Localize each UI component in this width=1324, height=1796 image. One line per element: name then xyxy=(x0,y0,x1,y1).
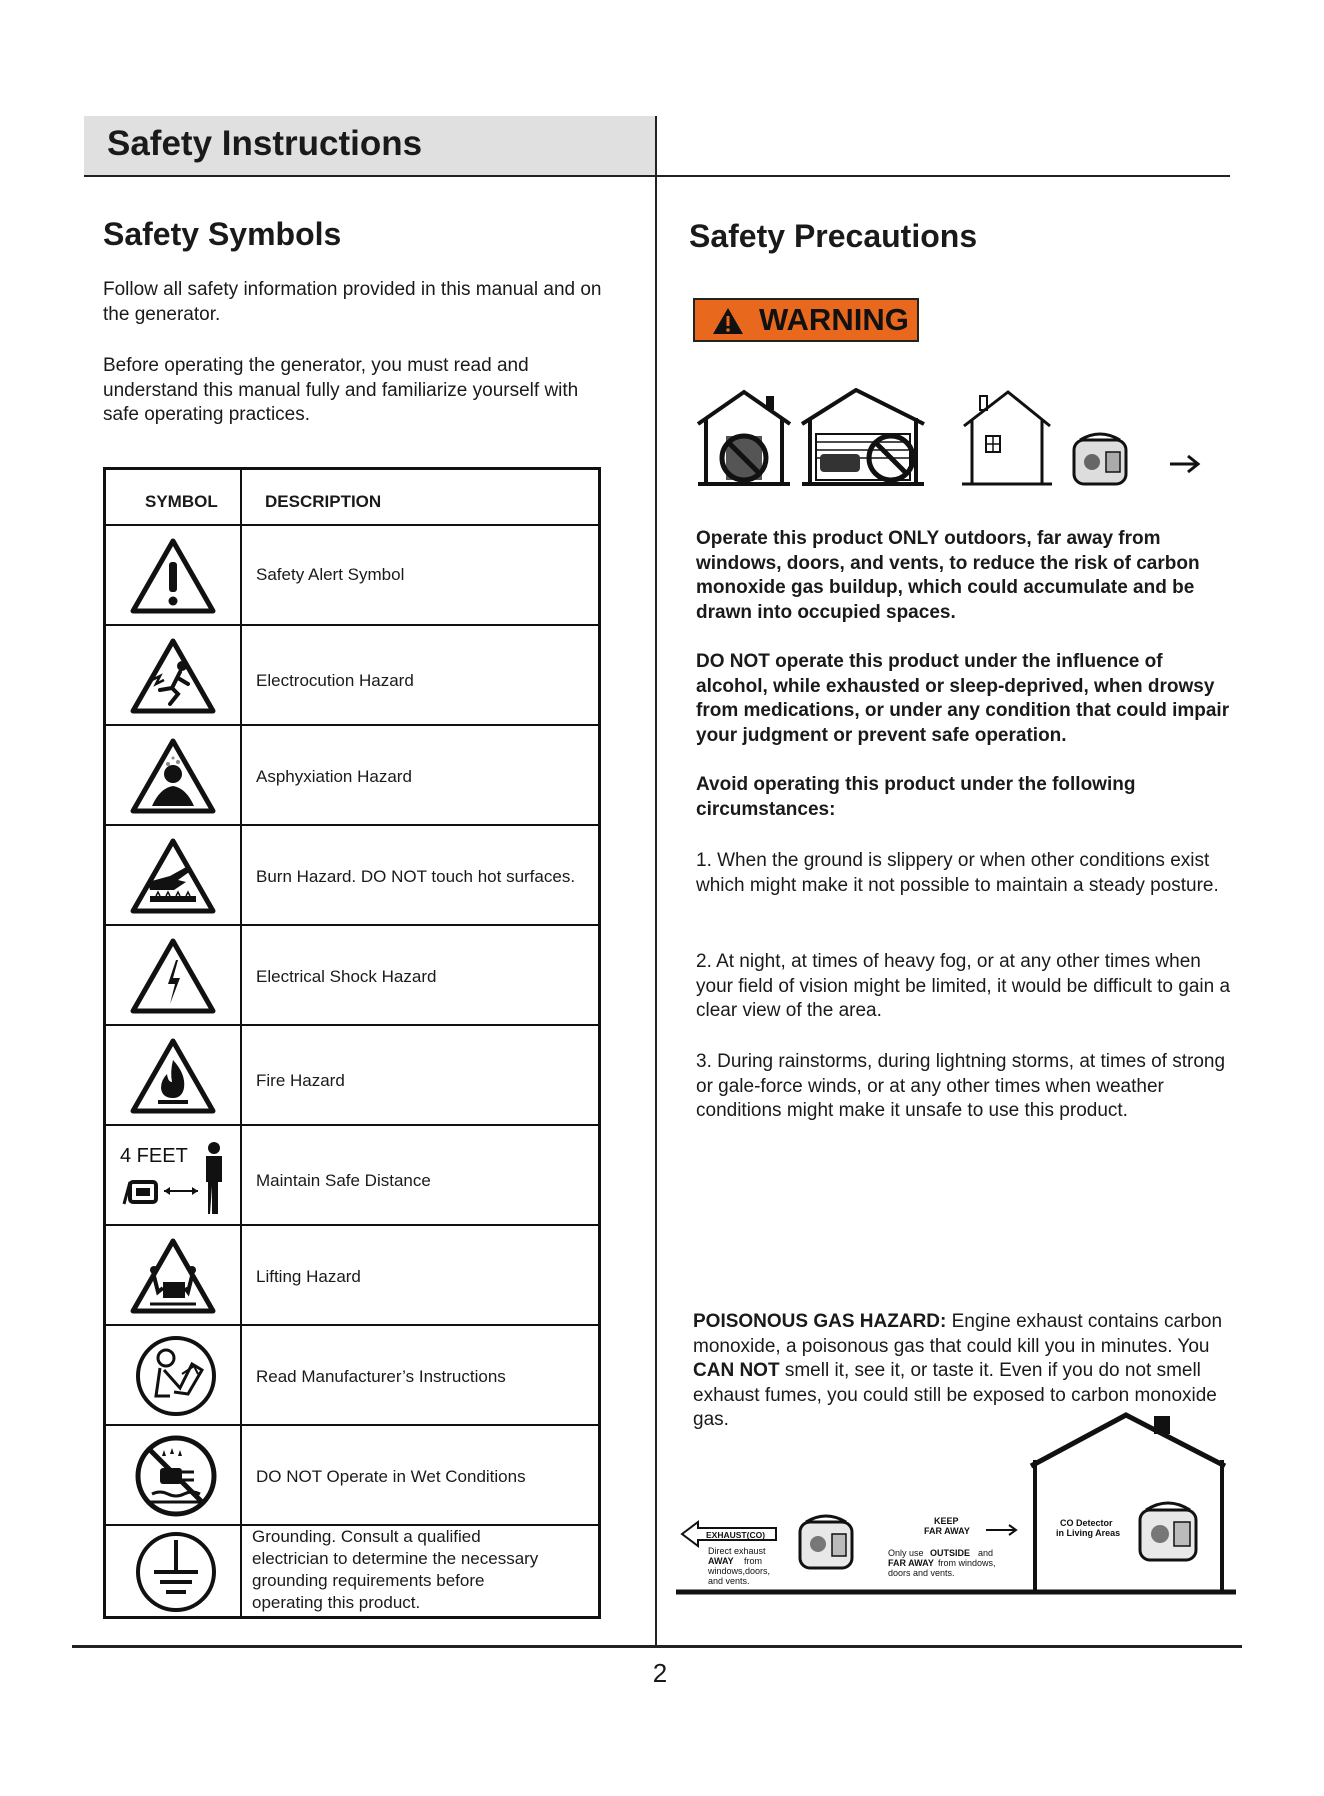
grounding-icon xyxy=(134,1530,218,1614)
outdoor-only-illustration xyxy=(696,388,1206,490)
svg-text:KEEP: KEEP xyxy=(934,1516,959,1526)
circumstance-item-3: 3. During rainstorms, during lightning storms, at times of strong or gale-force winds, or at any other times when weather conditions might make it unsafe to use this product. xyxy=(696,1051,1226,1121)
arrow-right-icon xyxy=(986,1525,1016,1535)
description-text: Grounding. Consult a qualified electrician to determine the necessary grounding requirements before operating this product. xyxy=(252,1527,539,1612)
impairment-paragraph: DO NOT operate this product under the influence of alcohol, while exhausted or sleep-deprived, when drowsy from medications, or under any condition that could impair your judgment or prevent safe operation. xyxy=(696,651,1230,746)
svg-text:from: from xyxy=(744,1556,762,1566)
table-header-row xyxy=(106,470,598,526)
circumstance-item-2: 2. At night, at times of heavy fog, or at any other times when your field of vision might be limited, it would be difficult to gain a clear view of the area. xyxy=(696,951,1231,1021)
svg-text:FAR AWAY: FAR AWAY xyxy=(924,1526,970,1536)
table-row xyxy=(106,826,598,926)
svg-text:CO Detector: CO Detector xyxy=(1060,1518,1113,1528)
warning-banner xyxy=(693,298,919,342)
avoid-circumstances-paragraph: Avoid operating this product under the following circumstances: xyxy=(696,774,1136,820)
table-row xyxy=(106,726,598,826)
svg-text:FAR AWAY: FAR AWAY xyxy=(888,1558,934,1568)
garage-icon xyxy=(802,390,924,484)
poisonous-gas-paragraph: POISONOUS GAS HAZARD: Engine exhaust contains carbon monoxide, a poisonous gas that could kill you in minutes. You CAN NOT smell it, see it, or taste it. Even if you do not smell exhaust fumes, you could still be exposed to carbon monoxide gas. xyxy=(693,1311,1223,1430)
generator-icon xyxy=(800,1516,852,1568)
svg-text:OUTSIDE: OUTSIDE xyxy=(930,1548,971,1558)
table-row xyxy=(106,1126,598,1226)
asphyxiation-hazard-icon xyxy=(130,736,216,816)
description-text: Electrical Shock Hazard xyxy=(256,967,437,986)
generator-icon xyxy=(1074,434,1126,484)
table-row xyxy=(106,1226,598,1326)
can-not-emphasis: CAN NOT xyxy=(693,1360,780,1381)
description-text: Burn Hazard. DO NOT touch hot surfaces. xyxy=(256,867,576,886)
table-row xyxy=(106,626,598,726)
description-text: Asphyxiation Hazard xyxy=(256,767,412,786)
poisonous-gas-label: POISONOUS GAS HAZARD: xyxy=(693,1311,947,1332)
arrow-right-icon xyxy=(1170,456,1198,472)
safety-precautions-heading: Safety Precautions xyxy=(689,218,978,254)
svg-text:doors and vents.: doors and vents. xyxy=(888,1568,955,1578)
intro-paragraph-1: Follow all safety information provided in this manual and on the generator. xyxy=(103,279,602,325)
generator-icon xyxy=(1140,1503,1196,1560)
description-text: Maintain Safe Distance xyxy=(256,1171,431,1190)
header-rule xyxy=(84,175,1230,177)
page-title: Safety Instructions xyxy=(107,124,423,163)
footer-rule xyxy=(72,1645,1242,1648)
svg-text:AWAY: AWAY xyxy=(708,1556,734,1566)
description-text: Fire Hazard xyxy=(256,1071,345,1090)
exhaust-diagram xyxy=(676,1410,1236,1596)
svg-text:from windows,: from windows, xyxy=(938,1558,996,1568)
description-text: Safety Alert Symbol xyxy=(256,565,405,584)
lifting-hazard-icon xyxy=(130,1236,216,1316)
svg-text:and vents.: and vents. xyxy=(708,1576,750,1586)
fire-hazard-icon xyxy=(130,1036,216,1116)
table-row xyxy=(106,1526,598,1616)
house-icon xyxy=(698,392,790,484)
column-header-symbol: SYMBOL xyxy=(145,492,218,511)
intro-paragraph-2: Before operating the generator, you must read and understand this manual fully and familiarize yourself with safe operating practices. xyxy=(103,355,579,425)
burn-hazard-icon xyxy=(130,836,216,916)
description-text: DO NOT Operate in Wet Conditions xyxy=(256,1467,526,1486)
safe-distance-icon xyxy=(116,1134,232,1220)
table-row xyxy=(106,926,598,1026)
read-instructions-icon xyxy=(134,1334,218,1418)
electrical-shock-hazard-icon xyxy=(130,936,216,1016)
warning-label: WARNING xyxy=(759,302,909,337)
symbol-table xyxy=(103,467,601,1619)
warning-triangle-icon xyxy=(711,306,745,336)
svg-text:Only use: Only use xyxy=(888,1548,924,1558)
table-row xyxy=(106,1426,598,1526)
table-row xyxy=(106,1326,598,1426)
description-text: Electrocution Hazard xyxy=(256,671,414,690)
outdoor-only-paragraph: Operate this product ONLY outdoors, far away from windows, doors, and vents, to reduce the risk of carbon monoxide gas buildup, which could accumulate and be drawn into occupied spaces. xyxy=(696,528,1200,623)
safety-alert-icon xyxy=(130,536,216,616)
table-row xyxy=(106,1026,598,1126)
svg-text:Direct exhaust: Direct exhaust xyxy=(708,1546,766,1556)
house-icon xyxy=(962,392,1052,484)
exhaust-label: EXHAUST(CO) xyxy=(706,1530,766,1540)
table-row xyxy=(106,526,598,626)
svg-text:in Living Areas: in Living Areas xyxy=(1056,1528,1121,1538)
column-divider xyxy=(655,116,657,1648)
safe-distance-label: 4 FEET xyxy=(120,1145,188,1167)
page-number: 2 xyxy=(652,1658,668,1688)
safety-symbols-heading: Safety Symbols xyxy=(103,216,342,252)
description-text: Lifting Hazard xyxy=(256,1267,361,1286)
no-wet-conditions-icon xyxy=(134,1434,218,1518)
svg-text:and: and xyxy=(978,1548,994,1558)
description-text: Read Manufacturer’s Instructions xyxy=(256,1367,506,1386)
column-header-description: DESCRIPTION xyxy=(265,492,382,511)
svg-text:windows,doors,: windows,doors, xyxy=(708,1566,771,1576)
circumstance-item-1: 1. When the ground is slippery or when other conditions exist which might make it not possible to maintain a steady posture. xyxy=(696,850,1219,896)
electrocution-hazard-icon xyxy=(130,636,216,716)
